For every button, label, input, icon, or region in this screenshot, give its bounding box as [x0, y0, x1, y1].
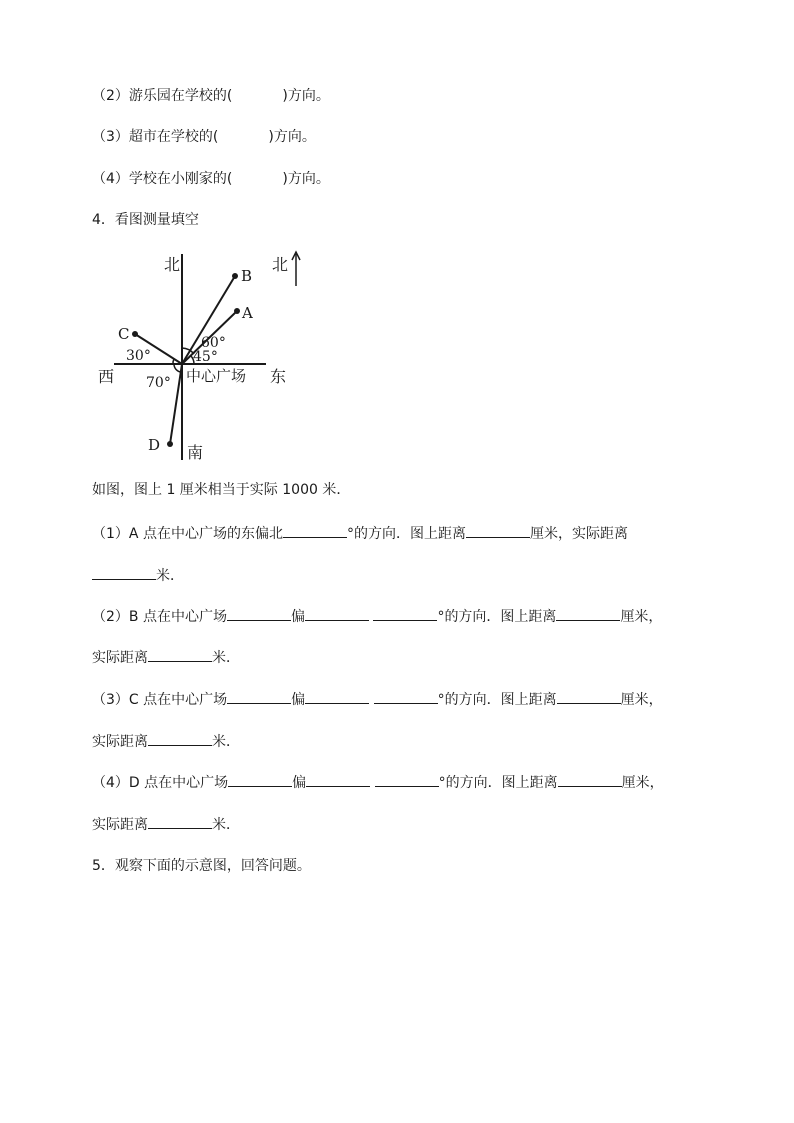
answer-blank[interactable] [148, 731, 212, 746]
center-label: 中心广场 [186, 367, 247, 385]
answer-blank[interactable] [558, 772, 622, 787]
subquestion-1 [92, 523, 628, 544]
answer-blank[interactable] [305, 689, 369, 704]
answer-blank[interactable] [227, 689, 291, 704]
angle-arc-70 [174, 364, 181, 372]
item-text: A 点在中心广场的东偏北 [128, 526, 283, 542]
item-text: 偏 [290, 609, 305, 625]
subquestion-4-cont [92, 814, 240, 835]
east-label: 东 [270, 367, 287, 386]
scale-note: 如图，图上 1 厘米相当于实际 1000 米． [92, 482, 351, 498]
west-label: 西 [98, 367, 115, 386]
item-number: （2） [92, 88, 129, 104]
north-axis-label: 北 [164, 255, 181, 274]
item-text: C 点在中心广场 [128, 692, 228, 708]
north-arrow-label: 北 [272, 255, 289, 274]
answer-blank[interactable] [373, 606, 437, 621]
point-a-dot [234, 308, 240, 314]
item-text: 米． [156, 568, 184, 584]
ray-d [170, 364, 182, 444]
item-text: D 点在中心广场 [128, 775, 229, 791]
point-d-dot [167, 441, 173, 447]
item-text: 实际距离 [92, 817, 148, 833]
point-a-label: A [242, 304, 253, 322]
subquestion-3 [92, 689, 663, 710]
point-c-label: C [118, 325, 130, 343]
subquestion-4 [92, 772, 664, 793]
direction-diagram [92, 250, 302, 465]
subquestion-2 [92, 606, 662, 627]
item-text: 实际距离 [92, 650, 148, 666]
subquestion-3-cont [92, 731, 240, 752]
subquestion-1-cont [92, 565, 184, 586]
item-text: )方向。 [268, 129, 316, 145]
answer-blank[interactable] [283, 523, 347, 538]
prev-question-3 [92, 127, 316, 147]
prev-question-4 [92, 169, 330, 189]
point-c-dot [132, 331, 138, 337]
item-text: °的方向．图上距离 [438, 775, 558, 791]
item-text: 游乐园在学校的( [128, 88, 233, 104]
answer-blank[interactable] [375, 772, 439, 787]
point-b-dot [232, 273, 238, 279]
item-number: （1） [92, 526, 129, 542]
item-text: 米． [212, 817, 240, 833]
item-number: （3） [92, 129, 129, 145]
item-number: （4） [92, 775, 129, 791]
answer-blank[interactable] [227, 606, 291, 621]
angle-label-70: 70° [146, 375, 171, 391]
answer-blank[interactable] [148, 647, 212, 662]
item-text: °的方向．图上距离 [437, 692, 557, 708]
point-d-label: D [148, 436, 161, 454]
answer-blank[interactable] [466, 523, 530, 538]
answer-blank[interactable] [374, 689, 438, 704]
item-text: 偏 [291, 692, 306, 708]
south-label: 南 [187, 443, 204, 462]
answer-blank[interactable] [148, 814, 212, 829]
answer-blank[interactable] [306, 772, 370, 787]
item-text: °的方向．图上距离 [437, 609, 557, 625]
item-text: 厘米，实际距离 [529, 526, 628, 542]
item-text: 厘米， [621, 775, 664, 791]
item-number: （2） [92, 609, 129, 625]
item-text: 学校在小刚家的( [128, 171, 233, 187]
question-5-title: 5．观察下面的示意图，回答问题。 [92, 858, 311, 874]
item-text: 厘米， [620, 609, 663, 625]
angle-label-45: 45° [193, 349, 218, 365]
question-4-title: 4．看图测量填空 [92, 212, 199, 228]
prev-question-2 [92, 86, 330, 106]
item-text: 米． [212, 650, 240, 666]
angle-label-60: 60° [201, 335, 226, 351]
item-text: )方向。 [282, 88, 330, 104]
item-text: B 点在中心广场 [128, 609, 227, 625]
item-text: 超市在学校的( [128, 129, 219, 145]
item-text: 偏 [292, 775, 307, 791]
item-text: °的方向．图上距离 [346, 526, 466, 542]
answer-blank[interactable] [228, 772, 292, 787]
point-b-label: B [241, 267, 253, 285]
item-number: （4） [92, 171, 129, 187]
answer-blank[interactable] [92, 565, 156, 580]
item-text: 米． [212, 734, 240, 750]
item-number: （3） [92, 692, 129, 708]
answer-blank[interactable] [556, 606, 620, 621]
item-text: )方向。 [282, 171, 330, 187]
answer-blank[interactable] [557, 689, 621, 704]
angle-label-30: 30° [126, 348, 151, 364]
item-text: 实际距离 [92, 734, 148, 750]
item-text: 厘米， [620, 692, 663, 708]
subquestion-2-cont [92, 647, 240, 668]
answer-blank[interactable] [305, 606, 369, 621]
